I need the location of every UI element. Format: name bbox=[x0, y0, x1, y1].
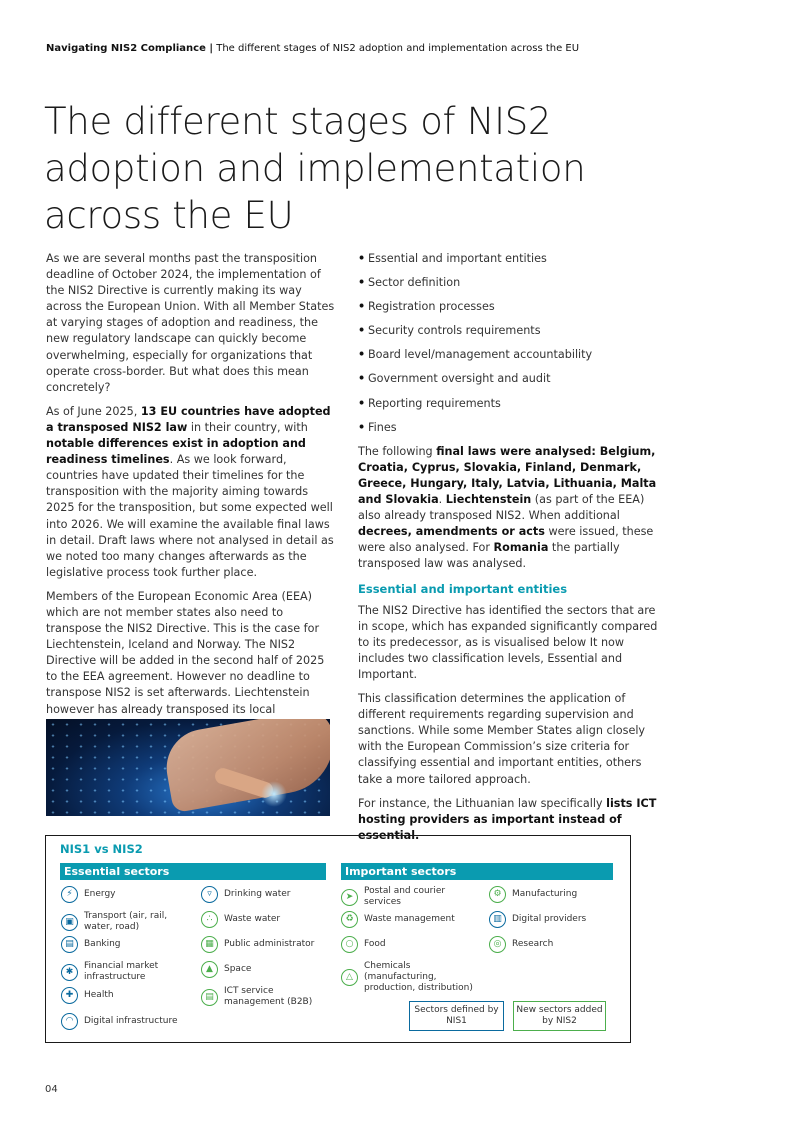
text-run: (as part of the EEA) also already transposed NIS2. When additional bbox=[358, 493, 645, 523]
apple-icon: ○ bbox=[341, 936, 358, 953]
sector-label: Postal and courier services bbox=[364, 886, 446, 907]
classification-paragraph: This classification determines the application of different requirements regarding supervision and sanctions. While some Member States align closely with the European Commission’s size criteria for classifying essential and important entities, others take a more tailored approach. bbox=[358, 692, 646, 786]
waste-water-icon: ∴ bbox=[201, 911, 218, 928]
aspects-list bbox=[358, 251, 658, 436]
bold-run: Romania bbox=[493, 541, 549, 555]
bold-run: decrees, amendments or acts bbox=[358, 525, 545, 539]
sector-item bbox=[61, 936, 191, 953]
wifi-icon: ◠ bbox=[61, 1013, 78, 1030]
sector-label: Drinking water bbox=[224, 889, 291, 899]
sector-item bbox=[201, 986, 326, 1008]
text-run: . As we look forward, countries have updated their timelines for the transposition with the majority aiming towards 2025 for the transposition, but some expected well into 2026. We will examine the available final laws in detail. Draft laws where not analysed in detail as we noted too many changes afterwards as the legislative process took further place. bbox=[46, 453, 334, 579]
sector-label: Space bbox=[224, 964, 252, 974]
text-run: were issued, these were also analysed. For bbox=[358, 525, 654, 555]
bold-run: final laws were analysed: Belgium, Croatia, Cyprus, Slovakia, Finland, Denmark, Greece, Hungary, Italy, Latvia, Lithuania, Malta and Slovakia bbox=[358, 444, 657, 507]
left-column bbox=[46, 251, 336, 782]
eea-paragraph: Members of the European Economic Area (EEA) which are not member states also need to transpose the NIS2 Directive. This is the case for Liechtenstein, Iceland and Norway. The NIS2 Directive will be added in the second half of 2025 to the EEA agreement. However no deadline to transpose NIS2 is set afterwards. Liechtenstein however has already transposed its local bbox=[46, 589, 325, 716]
energy-icon: ⚡ bbox=[61, 886, 78, 903]
ict-icon: ▤ bbox=[201, 989, 218, 1006]
sector-label: Digital providers bbox=[512, 914, 587, 924]
sector-label: Energy bbox=[84, 889, 116, 899]
rocket-icon: ▲ bbox=[201, 961, 218, 978]
sector-item bbox=[61, 961, 191, 983]
sector-label: Manufacturing bbox=[512, 889, 578, 899]
sector-label: Transport (air, rail, water, road) bbox=[84, 911, 168, 932]
sector-label: Waste management bbox=[364, 914, 455, 924]
sector-label: ICT service management (B2B) bbox=[224, 986, 313, 1007]
sector-label: Chemicals (manufacturing, production, distribution) bbox=[364, 961, 473, 993]
sector-item bbox=[201, 936, 326, 953]
legend-nis1: Sectors defined by NIS1 bbox=[409, 1001, 504, 1031]
aspect-bullet-item: • Reporting requirements bbox=[358, 396, 658, 412]
important-sectors-bar: Important sectors bbox=[341, 863, 613, 880]
text-run: The following bbox=[358, 444, 437, 458]
recycle-icon: ♻ bbox=[341, 911, 358, 928]
header-rest: The different stages of NIS2 adoption and implementation across the EU bbox=[213, 43, 580, 54]
bold-run: notable differences exist in adoption and readiness timelines bbox=[46, 437, 306, 467]
nis1-vs-nis2-box bbox=[45, 835, 631, 1043]
header-bold: Navigating NIS2 Compliance | bbox=[46, 43, 214, 54]
aspect-bullet-item: • Security controls requirements bbox=[358, 323, 658, 339]
transport-icon: ▣ bbox=[61, 914, 78, 931]
text-run: the partially transposed law was analysed. bbox=[358, 541, 620, 571]
sector-item bbox=[61, 987, 191, 1004]
sector-label: Public administrator bbox=[224, 939, 315, 949]
box-title: NIS1 vs NIS2 bbox=[60, 842, 143, 856]
gears-icon: ⚙ bbox=[489, 886, 506, 903]
sector-item bbox=[489, 911, 614, 928]
bold-run: 13 EU countries have adopted a transposed NIS2 law bbox=[46, 404, 331, 434]
legend-nis2: New sectors added by NIS2 bbox=[513, 1001, 606, 1031]
sector-label: Food bbox=[364, 939, 386, 949]
health-icon: ✚ bbox=[61, 987, 78, 1004]
sector-label: Waste water bbox=[224, 914, 281, 924]
page-title: The different stages of NIS2 adoption and implementation across the EU bbox=[44, 100, 586, 237]
section-subheading: Essential and important entities bbox=[358, 581, 568, 596]
essential-sectors-bar: Essential sectors bbox=[60, 863, 326, 880]
text-run: For instance, the Lithuanian law specifically bbox=[358, 796, 607, 810]
bold-run: Liechtenstein bbox=[445, 493, 532, 507]
touch-glow bbox=[261, 781, 287, 807]
sector-label: Digital infrastructure bbox=[84, 1016, 178, 1026]
sector-item bbox=[201, 886, 326, 903]
text-run: in their country, with bbox=[187, 420, 308, 434]
sector-label: Banking bbox=[84, 939, 121, 949]
sectors-paragraph: The NIS2 Directive has identified the sectors that are in scope, which has expanded significantly compared to its predecessor, as is visualised below It now includes two classification levels, Essential and Important. bbox=[358, 603, 658, 681]
laws-paragraph bbox=[358, 444, 658, 573]
research-icon: ◎ bbox=[489, 936, 506, 953]
paper-plane-icon: ➤ bbox=[341, 889, 358, 906]
financial-market-icon: ✱ bbox=[61, 964, 78, 981]
sector-item bbox=[201, 961, 326, 978]
running-header bbox=[46, 43, 579, 54]
public-admin-icon: ▦ bbox=[201, 936, 218, 953]
tap-icon: ▿ bbox=[201, 886, 218, 903]
aspect-bullet-item: • Government oversight and audit bbox=[358, 371, 658, 387]
adoption-paragraph bbox=[46, 404, 336, 581]
sector-item bbox=[61, 911, 191, 933]
sector-item bbox=[489, 886, 614, 903]
hand-touching-network-photo bbox=[46, 719, 330, 816]
sector-item bbox=[341, 886, 476, 908]
sector-item bbox=[341, 911, 476, 928]
aspect-bullet-item: • Registration processes bbox=[358, 299, 658, 315]
sector-label: Research bbox=[512, 939, 554, 949]
digital-providers-icon: ▥ bbox=[489, 911, 506, 928]
bold-run: lists ICT hosting providers as important instead of essential. bbox=[358, 796, 657, 842]
right-column bbox=[358, 251, 658, 852]
sector-item bbox=[489, 936, 614, 953]
sector-item bbox=[61, 886, 191, 903]
sector-label: Financial market infrastructure bbox=[84, 961, 159, 982]
text-run: As of June 2025, bbox=[46, 404, 141, 418]
sector-item bbox=[341, 936, 476, 953]
sector-label: Health bbox=[84, 990, 114, 1000]
sector-item bbox=[201, 911, 326, 928]
sector-item bbox=[341, 961, 476, 994]
page-number: 04 bbox=[45, 1084, 58, 1095]
aspect-bullet-item: • Essential and important entities bbox=[358, 251, 658, 267]
aspect-bullet-item: • Fines bbox=[358, 420, 658, 436]
aspect-bullet-item: • Sector definition bbox=[358, 275, 658, 291]
text-run: . bbox=[438, 493, 446, 507]
sector-item bbox=[61, 1013, 191, 1030]
banking-icon: ▤ bbox=[61, 936, 78, 953]
intro-paragraph: As we are several months past the transposition deadline of October 2024, the implementation of the NIS2 Directive is currently making its way across the European Union. With all Member States at varying stages of adoption and readiness, the new regulatory landscape can quickly become overwhelming, especially for organizations that operate cross-border. But what does this mean concretely? bbox=[46, 252, 335, 394]
flask-icon: △ bbox=[341, 969, 358, 986]
aspect-bullet-item: • Board level/management accountability bbox=[358, 347, 658, 363]
